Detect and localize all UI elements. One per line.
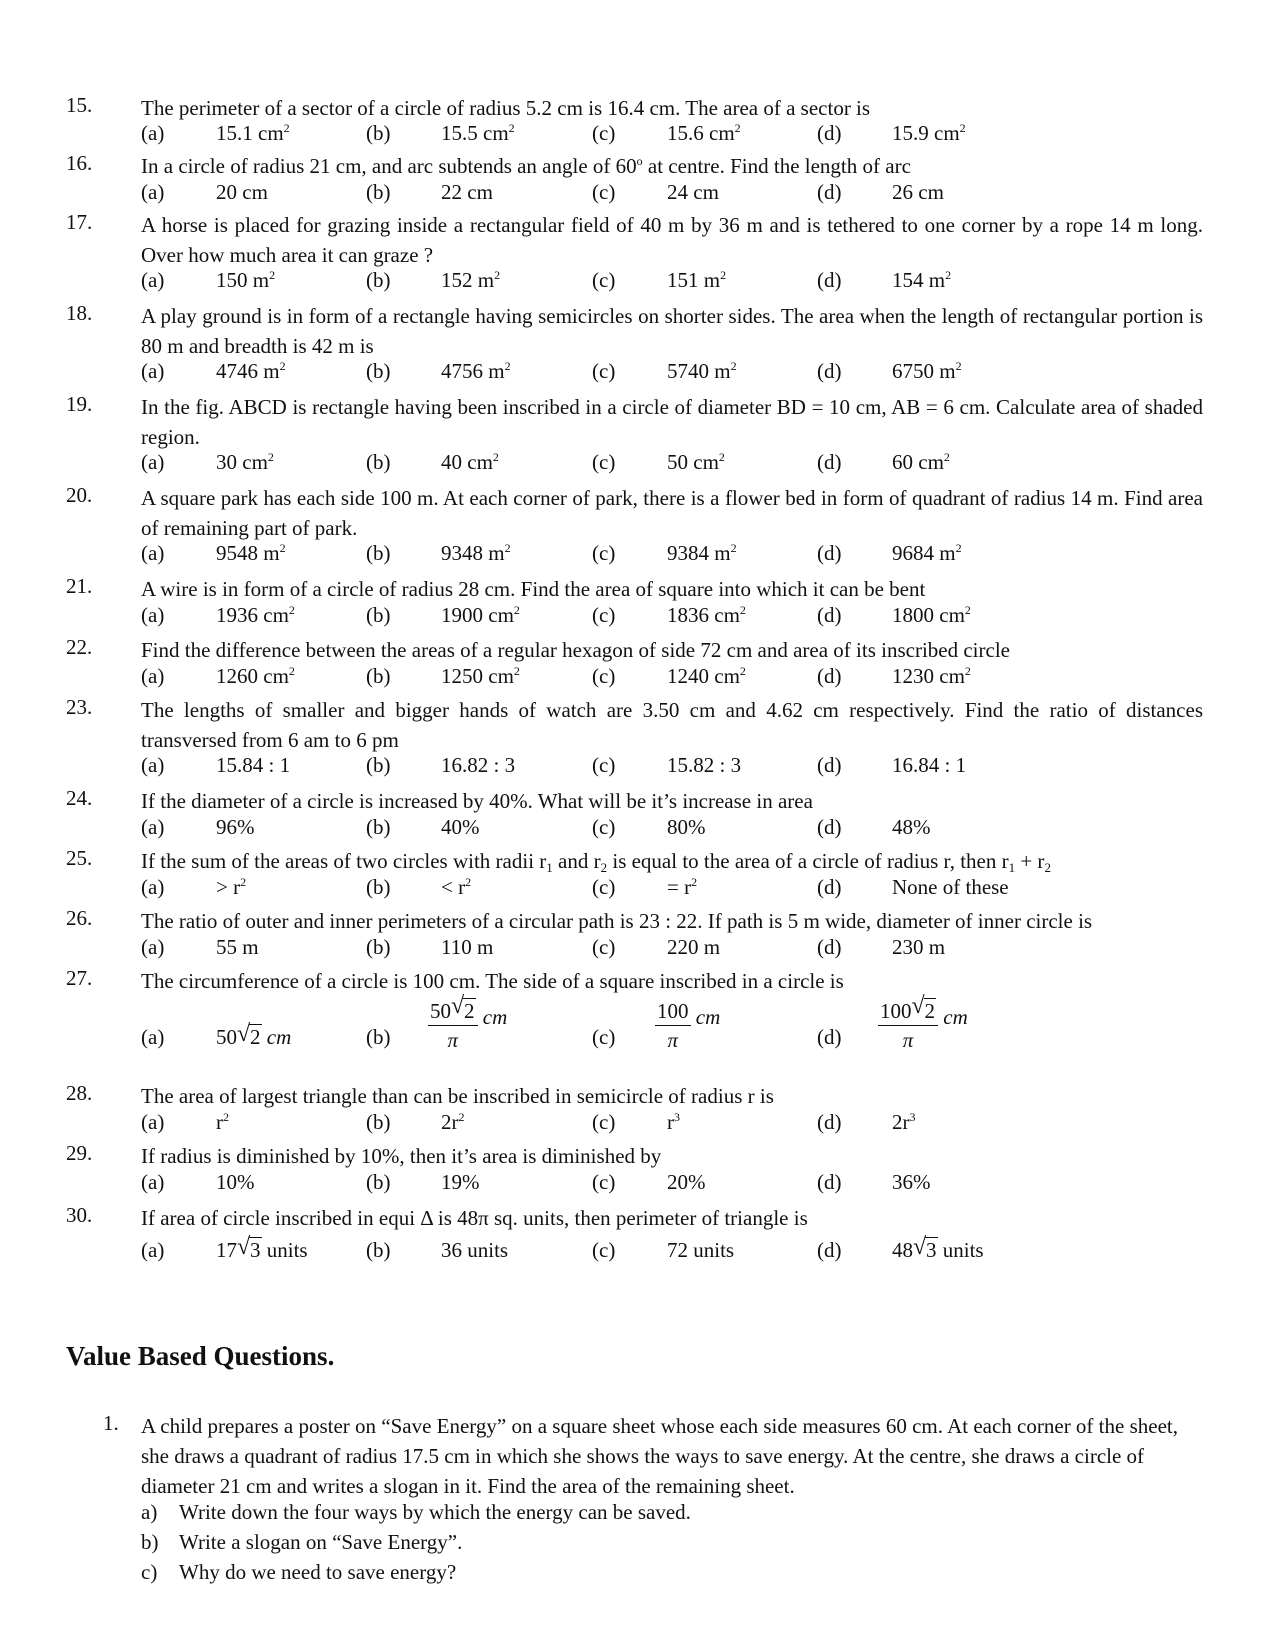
option-d-value: 26 cm	[892, 180, 944, 204]
option-label: (c)	[592, 935, 616, 959]
option-label: (c)	[592, 603, 616, 627]
option-row	[0, 359, 1275, 389]
option-a-value: 4746 $m^2$	[216, 359, 286, 383]
option-label: (b)	[366, 815, 391, 839]
option-a-value: 15.1 $cm^2$	[216, 121, 290, 145]
option-label: (d)	[817, 664, 842, 688]
question-number: 24.	[66, 786, 93, 810]
option-row	[0, 180, 1275, 210]
option-label: (a)	[141, 664, 165, 688]
option-label: (b)	[366, 450, 391, 474]
option-c-value: $r^3$	[667, 1110, 680, 1134]
option-label: (a)	[141, 450, 165, 474]
option-row	[0, 1234, 1275, 1268]
option-a-value: 9548 $m^2$	[216, 541, 286, 565]
option-c-value: 1240 $cm^2$	[667, 664, 746, 688]
option-d-value: 6750 $m^2$	[892, 359, 962, 383]
option-label: (c)	[592, 815, 616, 839]
option-row	[0, 935, 1275, 965]
option-label: (d)	[817, 935, 842, 959]
option-a-value: 30 $cm^2$	[216, 450, 274, 474]
option-label: (a)	[141, 1110, 165, 1134]
question-text: If the sum of the areas of two circles with radii $r_1$ and $r_2$ is equal to the area of a circle of radius r, then $r_1 + r_2$	[141, 849, 1051, 875]
option-row	[0, 603, 1275, 633]
value-question-number: 1.	[103, 1411, 119, 1435]
option-label: (b)	[366, 1025, 391, 1049]
question-text: The ratio of outer and inner perimeters of a circular path is 23 : 22. If path is 5 m wide, diameter of inner circle is	[141, 909, 1093, 933]
option-label: (a)	[141, 121, 165, 145]
option-c-value: 220 m	[667, 935, 721, 959]
question-number: 26.	[66, 906, 93, 930]
question-text: If radius is diminished by 10%, then it’s area is diminished by	[141, 1144, 662, 1168]
option-label: (c)	[592, 268, 616, 292]
option-a-value: > $r^2$	[216, 875, 247, 899]
fraction: 50 √ 2 π	[428, 997, 478, 1054]
fraction: 100 √ 2 π	[878, 997, 938, 1054]
option-d-value: 9684 $m^2$	[892, 541, 962, 565]
option-label: (d)	[817, 450, 842, 474]
question-text: Find the difference between the areas of a regular hexagon of side 72 cm and area of its inscribed circle	[141, 638, 1010, 662]
option-c-value: = $r^2$	[667, 875, 698, 899]
option-c-value: 72 units	[667, 1238, 735, 1262]
section-heading: Value Based Questions.	[66, 1341, 335, 1371]
option-label: (a)	[141, 268, 165, 292]
option-row	[0, 121, 1275, 151]
option-d-value: 48 √ 3 units	[892, 1234, 984, 1262]
option-label: (b)	[366, 121, 391, 145]
question-number: 18.	[66, 301, 93, 325]
option-d-value: 1230 $cm^2$	[892, 664, 971, 688]
question-text: A play ground is in form of a rectangle having semicircles on shorter sides. The area when the length of rectangular portion is 80 m and breadth is 42 m is	[141, 304, 1203, 358]
option-d-value: 154 $m^2$	[892, 268, 952, 292]
option-label: (b)	[366, 1238, 391, 1262]
option-row	[0, 875, 1275, 905]
option-a-value: 55 m	[216, 935, 259, 959]
option-label: (b)	[366, 541, 391, 565]
option-c-value: 151 $m^2$	[667, 268, 727, 292]
option-label: (d)	[817, 180, 842, 204]
option-d-value: 48%	[892, 815, 931, 839]
sqrt-symbol: √ 2	[451, 993, 475, 1023]
option-b-value: 9348 $m^2$	[441, 541, 511, 565]
option-label: (d)	[817, 121, 842, 145]
option-a-value: $r^2$	[216, 1110, 229, 1134]
option-c-value: 9384 $m^2$	[667, 541, 737, 565]
question-number: 20.	[66, 483, 93, 507]
question-number: 27.	[66, 966, 93, 990]
sqrt-symbol: √ 2	[911, 993, 935, 1023]
option-a-value: 150 $m^2$	[216, 268, 276, 292]
option-b-value: 15.5 $cm^2$	[441, 121, 515, 145]
question-number: 15.	[66, 93, 93, 117]
option-label: (c)	[592, 450, 616, 474]
question-text: A horse is placed for grazing inside a rectangular field of 40 m by 36 m and is tethered to one corner by a rope 14 m long. Over how much area it can graze ?	[141, 213, 1203, 267]
option-label: (a)	[141, 541, 165, 565]
option-c-value: $\frac{100}{\pi}$ cm	[657, 999, 721, 1052]
question-number: 28.	[66, 1081, 93, 1105]
option-label: (a)	[141, 180, 165, 204]
option-label: (a)	[141, 753, 165, 777]
option-b-value: 152 $m^2$	[441, 268, 501, 292]
option-label: (d)	[817, 1110, 842, 1134]
option-label: (a)	[141, 603, 165, 627]
sub-question-b: b) Write a slogan on “Save Energy”.	[141, 1530, 463, 1554]
sub-question-c: c) Why do we need to save energy?	[141, 1560, 457, 1584]
option-d-value: 100 √ 2 π cm	[880, 993, 968, 1052]
option-row	[0, 541, 1275, 571]
question-text: The circumference of a circle is 100 cm. The side of a square inscribed in a circle is	[141, 969, 844, 993]
option-label: (c)	[592, 121, 616, 145]
option-c-value: 15.6 $cm^2$	[667, 121, 741, 145]
option-label: (c)	[592, 1170, 616, 1194]
option-row	[0, 268, 1275, 298]
option-a-value: 20 cm	[216, 180, 268, 204]
option-label: (a)	[141, 359, 165, 383]
question-number: 25.	[66, 846, 93, 870]
sqrt-symbol: √ 2	[237, 1021, 261, 1049]
question-number: 21.	[66, 574, 93, 598]
option-b-value: 16.82 : 3	[441, 753, 516, 777]
option-a-value: 50 √ 2 cm	[216, 1021, 292, 1049]
question-text: The area of largest triangle than can be inscribed in semicircle of radius r is	[141, 1084, 774, 1108]
option-label: (d)	[817, 268, 842, 292]
question-number: 22.	[66, 635, 93, 659]
option-row	[0, 664, 1275, 694]
option-label: (b)	[366, 180, 391, 204]
option-label: (b)	[366, 359, 391, 383]
option-label: (d)	[817, 1170, 842, 1194]
option-c-value: 1836 $cm^2$	[667, 603, 746, 627]
option-b-value: 1900 $cm^2$	[441, 603, 520, 627]
option-label: (d)	[817, 815, 842, 839]
option-d-value: None of these	[892, 875, 1009, 899]
question-number: 19.	[66, 392, 93, 416]
value-question-text: A child prepares a poster on “Save Energy” on a square sheet whose each side measures 60 cm. At each corner of the sheet, she draws a quadrant of radius 17.5 cm in which she shows the ways to save energy. At the centre, she draws a circle of diameter 21 cm and writes a slogan in it. Find the area of the remaining sheet.	[141, 1414, 1178, 1498]
option-label: (d)	[817, 541, 842, 565]
option-label: (c)	[592, 359, 616, 383]
option-b-value: 1250 $cm^2$	[441, 664, 520, 688]
option-c-value: 50 $cm^2$	[667, 450, 725, 474]
option-label: (d)	[817, 875, 842, 899]
option-label: (b)	[366, 268, 391, 292]
option-label: (b)	[366, 1110, 391, 1134]
option-b-value: 110 m	[441, 935, 494, 959]
option-row	[0, 753, 1275, 783]
option-label: (b)	[366, 753, 391, 777]
option-a-value: 1260 $cm^2$	[216, 664, 295, 688]
option-label: (a)	[141, 815, 165, 839]
option-label: (c)	[592, 1110, 616, 1134]
option-label: (d)	[817, 753, 842, 777]
option-d-value: 36%	[892, 1170, 931, 1194]
question-number: 16.	[66, 151, 93, 175]
option-label: (a)	[141, 1170, 165, 1194]
option-b-value: $2r^2$	[441, 1110, 465, 1134]
option-label: (c)	[592, 664, 616, 688]
option-label: (d)	[817, 1238, 842, 1262]
option-label: (c)	[592, 753, 616, 777]
option-d-value: 1800 $cm^2$	[892, 603, 971, 627]
option-label: (b)	[366, 935, 391, 959]
fraction: $\frac{100}{\pi}$	[657, 999, 689, 1052]
question-number: 23.	[66, 695, 93, 719]
option-b-value: 22 cm	[441, 180, 493, 204]
option-label: (a)	[141, 935, 165, 959]
option-label: (a)	[141, 875, 165, 899]
option-c-value: 24 cm	[667, 180, 719, 204]
question-number: 17.	[66, 210, 93, 234]
option-row	[0, 1170, 1275, 1200]
option-label: (b)	[366, 603, 391, 627]
question-text: A square park has each side 100 m. At each corner of park, there is a flower bed in form of quadrant of radius 14 m. Find area of remaining part of park.	[141, 486, 1203, 540]
option-b-value: < $r^2$	[441, 875, 472, 899]
option-label: (b)	[366, 664, 391, 688]
sqrt-symbol: √ 3	[237, 1234, 261, 1262]
option-label: (c)	[592, 1025, 616, 1049]
option-d-value: 60 $cm^2$	[892, 450, 950, 474]
option-label: (c)	[592, 180, 616, 204]
option-a-value: 96%	[216, 815, 255, 839]
option-b-value: 50 √ 2 π cm	[430, 993, 508, 1052]
option-c-value: 80%	[667, 815, 706, 839]
option-d-value: 16.84 : 1	[892, 753, 967, 777]
option-label: (d)	[817, 359, 842, 383]
option-b-value: 40 $cm^2$	[441, 450, 499, 474]
option-label: (b)	[366, 1170, 391, 1194]
option-row	[0, 1110, 1275, 1140]
option-c-value: 20%	[667, 1170, 706, 1194]
option-label: (c)	[592, 541, 616, 565]
option-label: (b)	[366, 875, 391, 899]
option-d-value: 15.9 $cm^2$	[892, 121, 966, 145]
option-label: (a)	[141, 1025, 165, 1049]
option-label: (c)	[592, 1238, 616, 1262]
option-b-value: 36 units	[441, 1238, 509, 1262]
sub-question-a: a) Write down the four ways by which the energy can be saved.	[141, 1500, 691, 1524]
option-label: (a)	[141, 1238, 165, 1262]
option-c-value: 5740 $m^2$	[667, 359, 737, 383]
option-a-value: 15.84 : 1	[216, 753, 291, 777]
option-row	[0, 993, 1275, 1055]
option-b-value: 4756 $m^2$	[441, 359, 511, 383]
option-b-value: 40%	[441, 815, 480, 839]
sqrt-symbol: √ 3	[913, 1234, 937, 1262]
question-text: In a circle of radius 21 cm, and arc subtends an angle of 60$^o$ at centre. Find the length of arc	[141, 154, 911, 178]
question-text: A wire is in form of a circle of radius 28 cm. Find the area of square into which it can be bent	[141, 577, 926, 601]
option-b-value: 19%	[441, 1170, 480, 1194]
option-a-value: 17 √ 3 units	[216, 1234, 308, 1262]
option-d-value: $2r^3$	[892, 1110, 916, 1134]
option-a-value: 1936 $cm^2$	[216, 603, 295, 627]
question-text: The perimeter of a sector of a circle of radius 5.2 cm is 16.4 cm. The area of a sector is	[141, 96, 871, 120]
option-label: (c)	[592, 875, 616, 899]
question-text: In the fig. ABCD is rectangle having been inscribed in a circle of diameter BD = 10 cm, AB = 6 cm. Calculate area of shaded region.	[141, 395, 1203, 449]
option-label: (d)	[817, 1025, 842, 1049]
question-number: 30.	[66, 1203, 93, 1227]
option-row	[0, 815, 1275, 845]
option-c-value: 15.82 : 3	[667, 753, 742, 777]
question-text: If area of circle inscribed in equi Δ is 48π sq. units, then perimeter of triangle is	[141, 1206, 808, 1230]
question-text: If the diameter of a circle is increased by 40%. What will be it’s increase in area	[141, 789, 813, 813]
question-number: 29.	[66, 1141, 93, 1165]
option-a-value: 10%	[216, 1170, 255, 1194]
option-d-value: 230 m	[892, 935, 946, 959]
question-text: The lengths of smaller and bigger hands of watch are 3.50 cm and 4.62 cm respectively. Find the ratio of distances transversed from 6 am to 6 pm	[141, 698, 1203, 752]
option-row	[0, 450, 1275, 480]
option-label: (d)	[817, 603, 842, 627]
